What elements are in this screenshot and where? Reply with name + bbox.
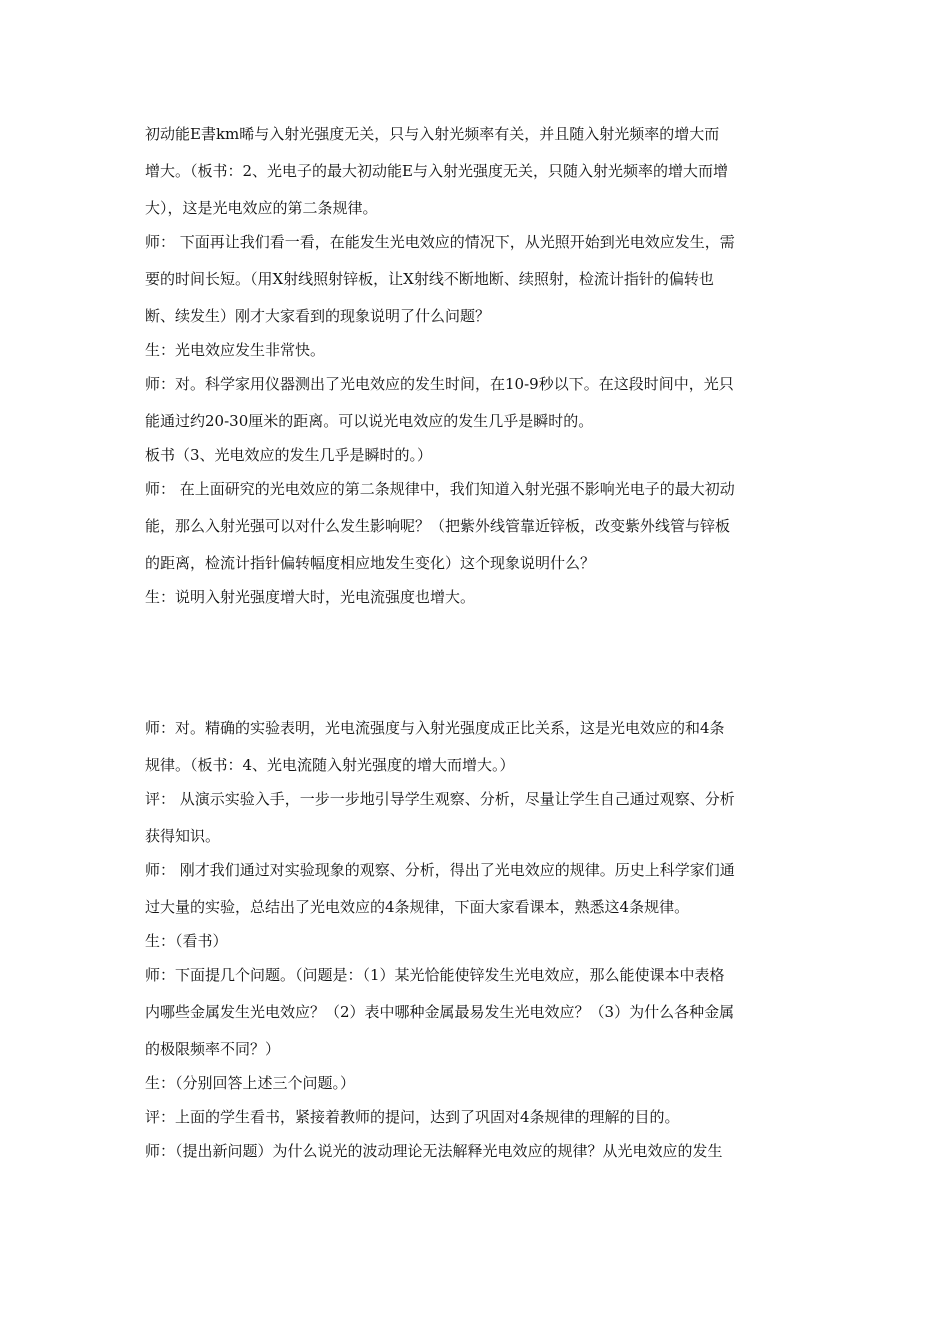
text-line: 评： 从演示实验入手，一步一步地引导学生观察、分析，尽量让学生自己通过观察、分析 (145, 790, 735, 808)
text-line: 过大量的实验，总结出了光电效应的4条规律，下面大家看课本，熟悉这4条规律。 (145, 898, 690, 916)
text-line: 师：下面提几个问题。（问题是：（1）某光恰能使锌发生光电效应，那么能使课本中表格 (145, 966, 725, 984)
text-line: 获得知识。 (145, 827, 221, 845)
text-line: 师：（提出新问题）为什么说光的波动理论无法解释光电效应的规律？从光电效应的发生 (145, 1142, 723, 1160)
text-line: 能通过约20-30厘米的距离。可以说光电效应的发生几乎是瞬时的。 (145, 412, 594, 430)
text-line: 断、续发生）刚才大家看到的现象说明了什么问题？ (145, 307, 491, 325)
text-line: 增大。（板书：2、光电子的最大初动能E与入射光强度无关，只随入射光频率的增大而增 (145, 162, 728, 180)
text-line: 师：对。科学家用仪器测出了光电效应的发生时间，在10-9秒以下。在这段时间中，光只 (145, 375, 734, 393)
text-block-top (145, 124, 810, 607)
text-line: 板书（3、光电效应的发生几乎是瞬时的。） (145, 446, 433, 464)
text-line: 大），这是光电效应的第二条规律。 (145, 199, 378, 217)
text-line: 生：说明入射光强度增大时，光电流强度也增大。 (145, 588, 476, 606)
text-line: 生：（看书） (145, 932, 228, 950)
text-line: 生：（分别回答上述三个问题。） (145, 1074, 356, 1092)
text-line: 生：光电效应发生非常快。 (145, 341, 326, 359)
text-line: 规律。（板书：4、光电流随入射光强度的增大而增大。） (145, 756, 515, 774)
text-line: 内哪些金属发生光电效应？（2）表中哪种金属最易发生光电效应？（3）为什么各种金属 (145, 1003, 735, 1021)
text-line: 师： 刚才我们通过对实验现象的观察、分析，得出了光电效应的规律。历史上科学家们通 (145, 861, 735, 879)
text-line: 评：上面的学生看书，紧接着教师的提问，达到了巩固对4条规律的理解的目的。 (145, 1108, 680, 1126)
text-line: 师：对。精确的实验表明，光电流强度与入射光强度成正比关系，这是光电效应的和4条 (145, 719, 725, 737)
text-line: 师： 在上面研究的光电效应的第二条规律中，我们知道入射光强不影响光电子的最大初动 (145, 480, 735, 498)
text-line: 师： 下面再让我们看一看，在能发生光电效应的情况下，从光照开始到光电效应发生，需 (145, 233, 735, 251)
text-block-bottom (145, 718, 810, 1161)
text-line: 要的时间长短。（用X射线照射锌板，让X射线不断地断、续照射，检流计指针的偏转也 (145, 270, 714, 288)
text-line: 的距离，检流计指针偏转幅度相应地发生变化）这个现象说明什么？ (145, 554, 596, 572)
text-line: 能，那么入射光强可以对什么发生影响呢？（把紫外线管靠近锌板，改变紫外线管与锌板 (145, 517, 731, 535)
text-line: 的极限频率不同？） (145, 1040, 281, 1058)
text-line: 初动能E書km晞与入射光强度无关，只与入射光频率有关，并且随入射光频率的增大而 (145, 125, 720, 143)
